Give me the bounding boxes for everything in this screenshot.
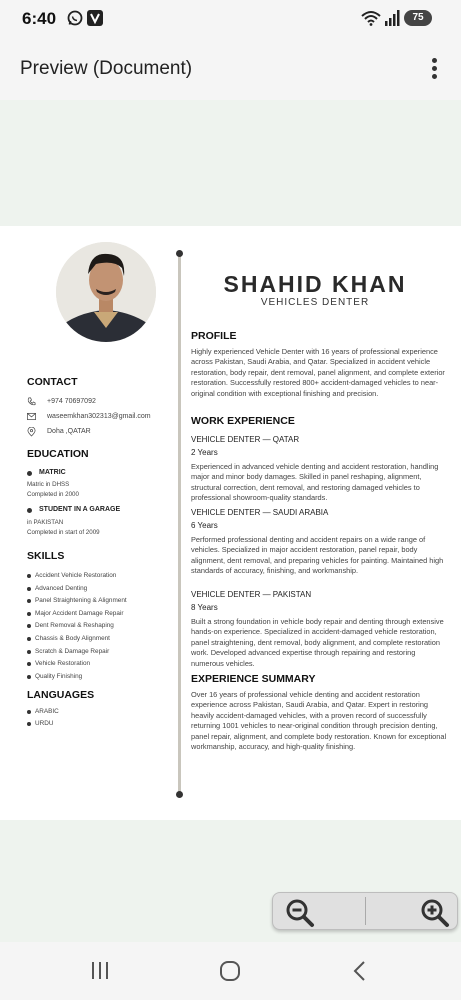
skill-bullet: [27, 612, 31, 616]
skill-item: Advanced Denting: [35, 584, 88, 592]
app-v-icon: [87, 10, 103, 26]
skill-item: Dent Removal & Reshaping: [35, 622, 114, 630]
language-bullet: [27, 710, 31, 714]
status-bar: [0, 0, 461, 38]
job-title: VEHICLE DENTER — SAUDI ARABIA: [191, 508, 329, 517]
zoom-out-icon: [281, 893, 321, 929]
skill-bullet: [27, 662, 31, 666]
education-detail: Completed in start of 2009: [27, 529, 100, 536]
skill-bullet: [27, 650, 31, 654]
zoom-in-icon: [416, 893, 456, 929]
summary-heading: EXPERIENCE SUMMARY: [191, 673, 316, 685]
language-item: ARABIC: [35, 708, 59, 715]
home-button[interactable]: [210, 958, 250, 984]
contact-phone: +974 70697092: [47, 398, 96, 405]
skill-item: Quality Finishing: [35, 672, 83, 680]
skill-bullet: [27, 574, 31, 578]
education-bullet: [27, 508, 32, 513]
education-detail: in PAKISTAN: [27, 519, 64, 526]
skill-bullet: [27, 624, 31, 628]
skill-bullet: [27, 637, 31, 641]
skill-item: Major Accident Damage Repair: [35, 609, 124, 617]
languages-heading: LANGUAGES: [27, 689, 95, 701]
resume-role: VEHICLES DENTER: [260, 297, 370, 308]
recent-apps-button[interactable]: [80, 958, 120, 984]
back-icon: [340, 958, 380, 984]
skill-item: Panel Straightening & Alignment: [35, 597, 127, 605]
summary-text: Over 16 years of professional vehicle denting and accident restoration experience across Pakistan, Saudi Arabia, and Qatar. Expert in restoring heavily accident-damaged vehicles, with a proven record of successfully returning 1001 vehicles to near-original condition through precision denting, panel repair, alignment, and complete body restoration. Known for exceptional workmanship, accuracy, and high-quality finishing.: [191, 690, 447, 752]
location-icon: [27, 427, 36, 437]
resume-page: [0, 226, 461, 820]
zoom-in-button[interactable]: [366, 893, 458, 929]
contact-email: waseemkhan302313@gmail.com: [47, 413, 151, 420]
job-description: Built a strong foundation in vehicle body repair and denting through extensive hands-on experience. Specialized in accident-damaged vehicle restoration, panel straightening, dent removal, body alignment, and complete restoration work. Developed advanced expertise through repairing and restoring numerous vehicles.: [191, 617, 444, 668]
timeline-dot: [176, 250, 183, 257]
contact-heading: CONTACT: [27, 376, 78, 388]
job-title: VEHICLE DENTER — QATAR: [191, 435, 300, 444]
profile-photo: [56, 242, 156, 342]
email-icon: [27, 412, 36, 421]
education-detail: Completed in 2000: [27, 491, 79, 498]
skill-bullet: [27, 599, 31, 603]
more-options-button[interactable]: [424, 56, 444, 80]
status-time: 6:40: [22, 9, 57, 28]
zoom-controls: [272, 892, 458, 930]
language-bullet: [27, 722, 31, 726]
education-detail: Matric in DHSS: [27, 481, 70, 488]
home-icon: [210, 958, 250, 984]
whatsapp-icon: [66, 10, 84, 26]
signal-icon: [384, 10, 400, 26]
timeline-dot: [176, 791, 183, 798]
zoom-out-button[interactable]: [273, 893, 365, 929]
wifi-icon: [361, 10, 381, 26]
skill-bullet: [27, 675, 31, 679]
skill-item: Accident Vehicle Restoration: [35, 572, 117, 579]
job-years: 6 Years: [191, 521, 218, 530]
job-description: Experienced in advanced vehicle denting and accident restoration, handling major and minor body damages. Skilled in panel reshaping, alignment, structural correction, dent removal, and restoring damaged vehicles to professional showroom-quality standards.: [191, 462, 439, 503]
language-item: URDU: [35, 720, 54, 727]
education-heading: EDUCATION: [27, 448, 89, 460]
work-heading: WORK EXPERIENCE: [191, 415, 295, 427]
job-years: 2 Years: [191, 448, 218, 457]
profile-text: Highly experienced Vehicle Denter with 16 years of professional experience across Pakistan, Saudi Arabia, and Qatar. Specialized in accident vehicle restoration, body repair, dent removal, panel alignment, and complete exterior restoration. Successfully restored 800+ accident-damaged vehicles to near-original condition with exceptional finishing and precision.: [191, 347, 445, 398]
education-bullet: [27, 471, 32, 476]
education-title: STUDENT IN A GARAGE: [39, 506, 121, 513]
job-years: 8 Years: [191, 603, 218, 612]
skills-heading: SKILLS: [27, 550, 65, 562]
system-nav-bar: [0, 942, 461, 1000]
battery-indicator: 75: [404, 10, 432, 26]
resume-name: SHAHID KHAN: [223, 271, 407, 297]
profile-heading: PROFILE: [191, 330, 237, 342]
document-preview[interactable]: [0, 100, 461, 942]
skill-item: Scratch & Damage Repair: [35, 647, 110, 655]
app-bar: [0, 38, 461, 100]
contact-location: Doha ,QATAR: [47, 428, 91, 435]
skill-bullet: [27, 587, 31, 591]
education-title: MATRIC: [39, 469, 66, 476]
job-title: VEHICLE DENTER — PAKISTAN: [191, 590, 312, 599]
person-photo-icon: [56, 242, 156, 342]
job-description: Performed professional denting and accident repairs on a wide range of vehicles. Specialized in major accident restoration, panel repair, body alignment, dent removal, and preparing vehicles for painting. Maintained high standards of accuracy, finishing, and workmanship.: [191, 535, 444, 576]
recent-apps-icon: [80, 958, 120, 984]
skill-item: Vehicle Restoration: [35, 660, 91, 668]
phone-icon: [27, 397, 36, 406]
timeline-divider: [178, 254, 181, 794]
back-button[interactable]: [340, 958, 380, 984]
page-title: Preview (Document): [20, 58, 193, 79]
skill-item: Chassis & Body Alignment: [35, 635, 110, 642]
more-vert-icon: [432, 58, 437, 63]
